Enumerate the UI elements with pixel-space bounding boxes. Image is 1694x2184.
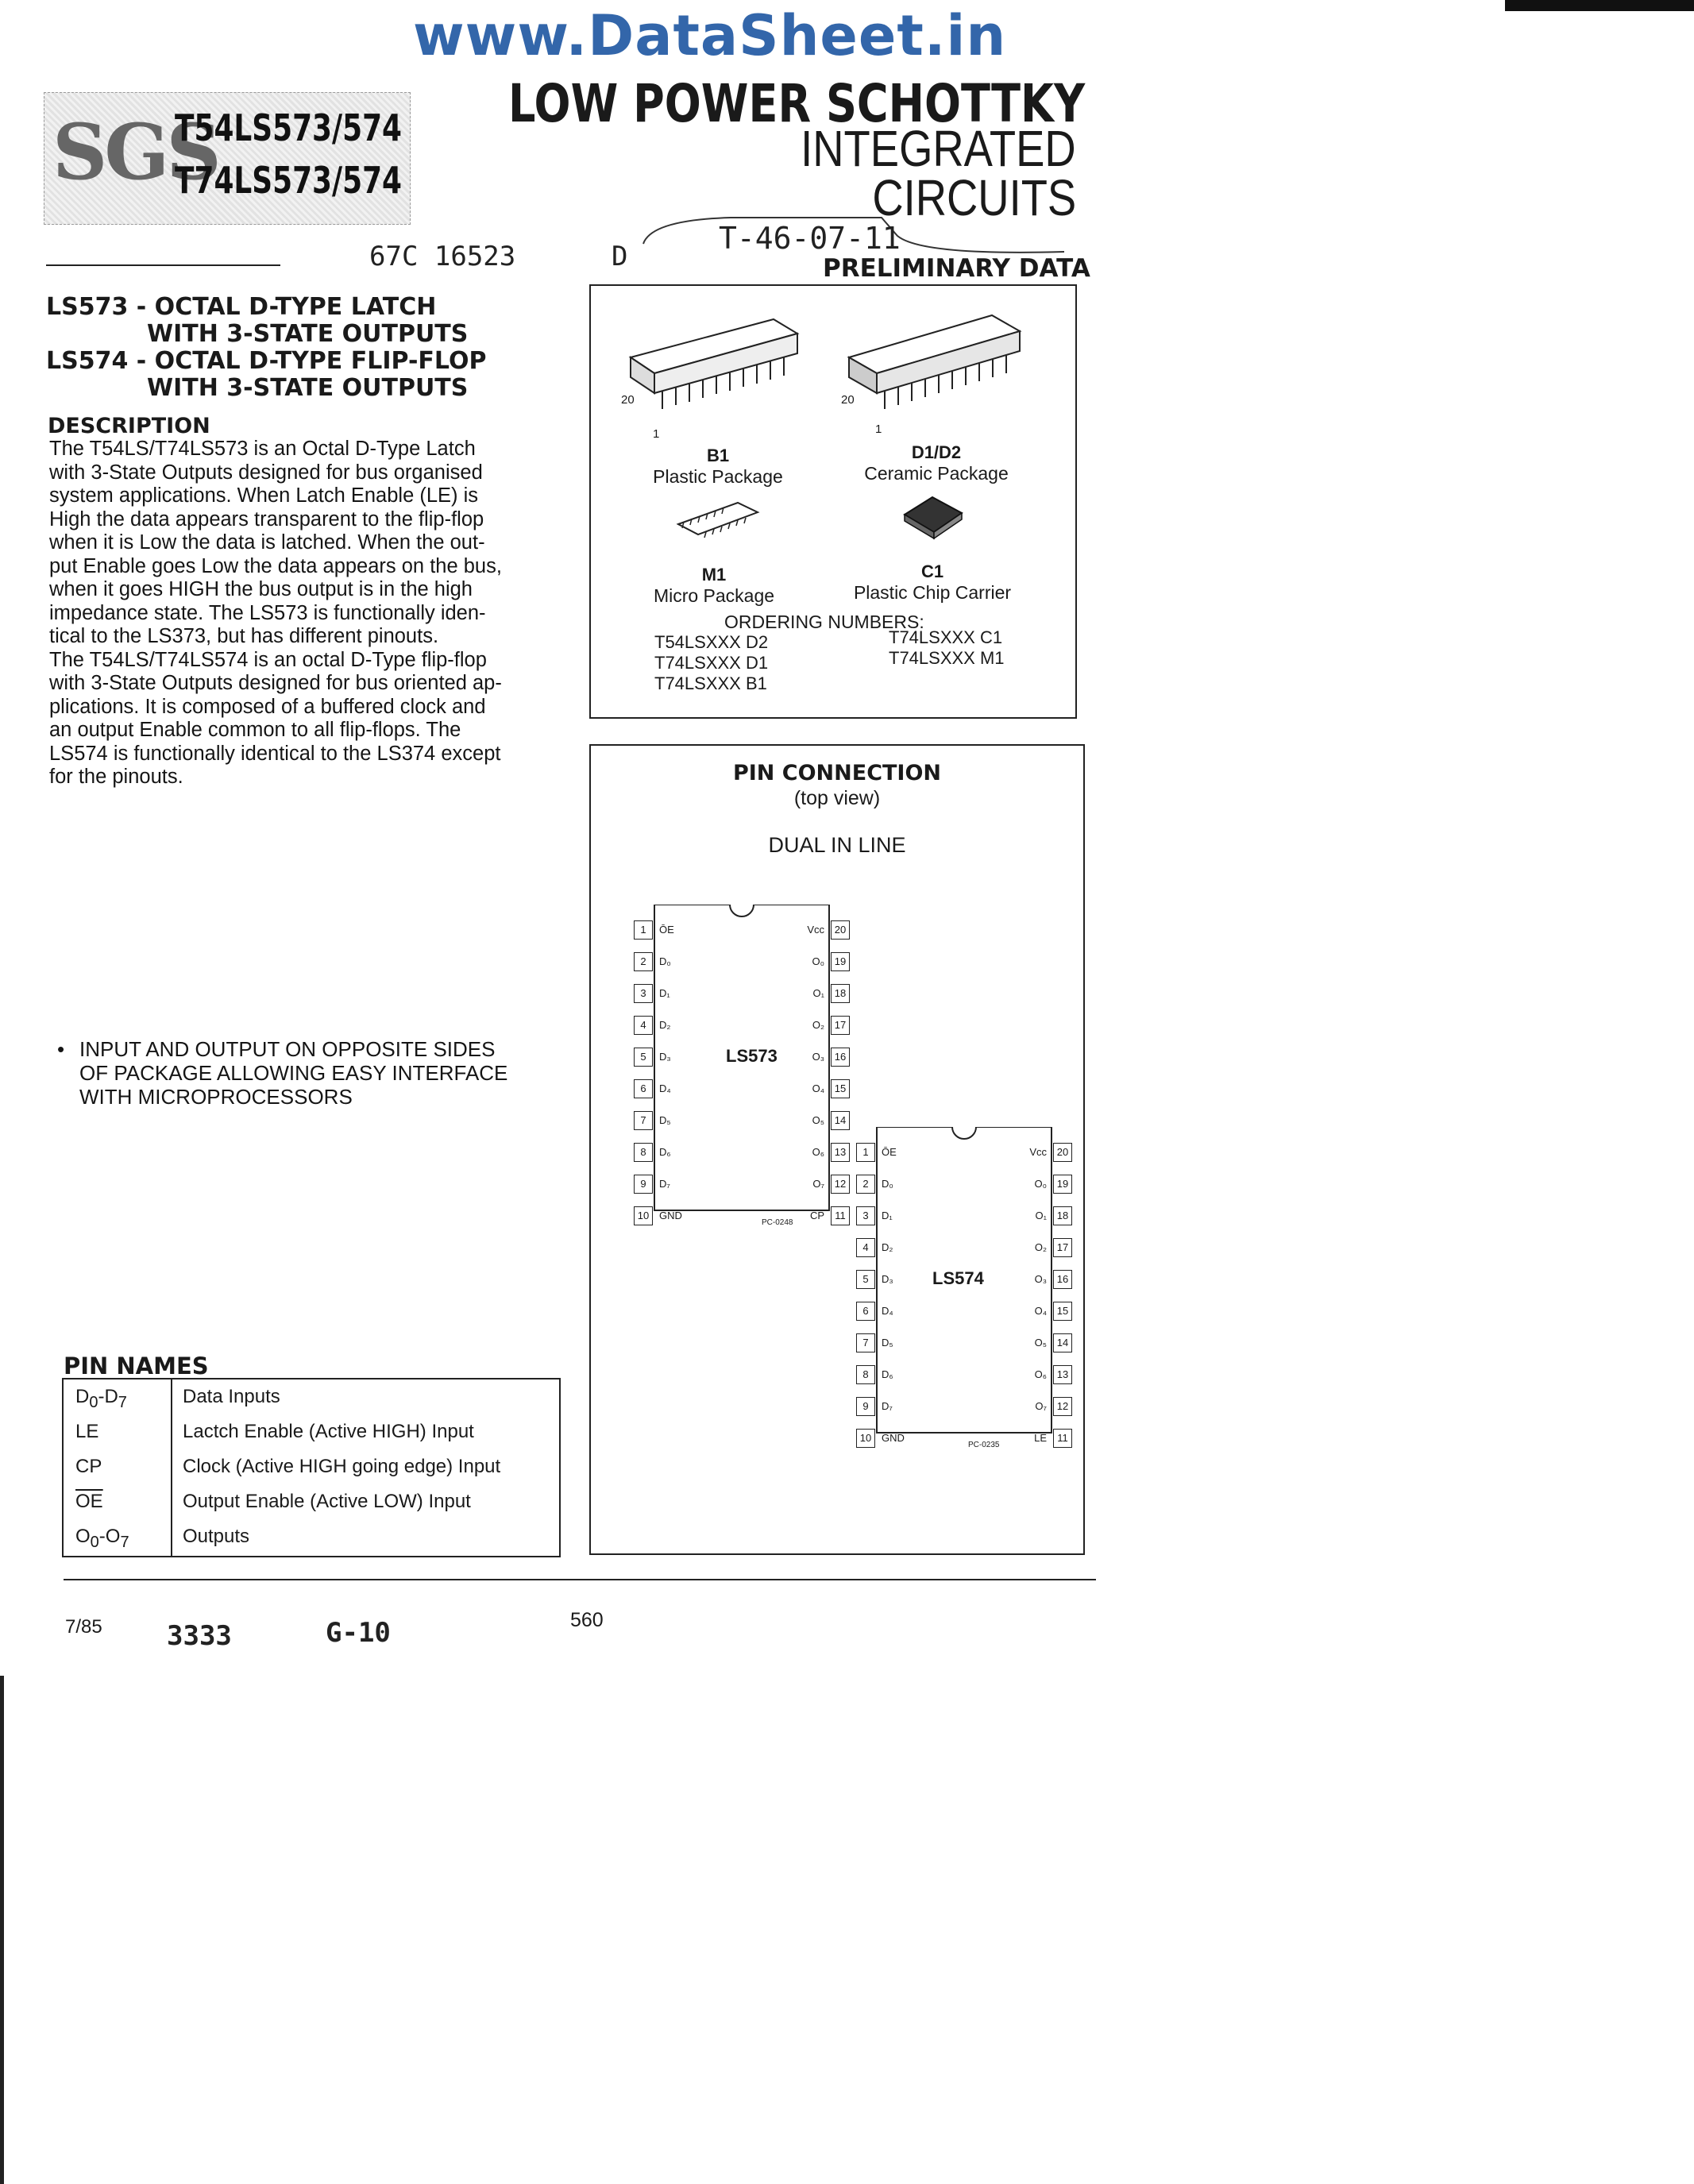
pin-number: 15 — [1053, 1302, 1072, 1321]
ls574-title: LS574 - OCTAL D-TYPE FLIP-FLOP — [46, 347, 487, 375]
footer-stamp-2: G-10 — [326, 1617, 391, 1649]
pin-signal: O₃ — [1034, 1273, 1047, 1285]
d-caption — [841, 442, 1032, 484]
handwritten-code: T-46-07-11 — [719, 221, 901, 256]
ordering-left — [654, 632, 768, 694]
ordering-number: T74LSXXX D1 — [654, 653, 769, 673]
b1-code: B1 — [706, 446, 730, 465]
feature-bullet: • — [57, 1037, 65, 1061]
pin-signal: D₇ — [659, 1178, 670, 1190]
ls573-title-2: WITH 3-STATE OUTPUTS — [147, 320, 469, 348]
d-pin20-label: 20 — [841, 393, 855, 407]
pin-signal: ŌE — [659, 924, 674, 936]
sgs-logo-mark: SGS — [52, 107, 218, 197]
pin-number: 15 — [831, 1079, 850, 1098]
pin-signal: Vcc — [1029, 1146, 1047, 1158]
part-number-t54: T54LS573/574 — [175, 106, 403, 149]
ls574-ref: PC-0235 — [968, 1441, 1000, 1449]
pin-number: 16 — [831, 1048, 850, 1067]
pin-number: 6 — [856, 1302, 875, 1321]
preliminary-data: PRELIMINARY DATA — [823, 254, 1090, 283]
pin-number: 7 — [856, 1333, 875, 1352]
pin-signal: O₇ — [812, 1178, 824, 1190]
d-pin1-label: 1 — [875, 423, 882, 436]
pin-signal: O₁ — [812, 987, 824, 999]
description-heading: DESCRIPTION — [48, 414, 210, 438]
ls573-title: LS573 - OCTAL D-TYPE LATCH — [46, 293, 437, 321]
b1-name: Plastic Package — [653, 466, 783, 487]
pin-signal: O₃ — [812, 1051, 824, 1063]
pin-number: 14 — [1053, 1333, 1072, 1352]
pin-symbol: LE — [75, 1421, 99, 1442]
pin-number: 14 — [831, 1111, 850, 1130]
c1-name: Plastic Chip Carrier — [853, 582, 1012, 603]
family-title: LOW POWER SCHOTTKY — [508, 73, 1086, 134]
scan-edge — [1505, 0, 1694, 11]
pin-number: 6 — [634, 1079, 653, 1098]
description-line: The T54LS/T74LS574 is an octal D-Type flip-flop — [49, 648, 487, 671]
pin-number: 11 — [831, 1206, 850, 1225]
pin-signal: D₅ — [659, 1114, 671, 1126]
description-line: The T54LS/T74LS573 is an Octal D-Type Latch — [49, 438, 476, 460]
pin-number: 13 — [1053, 1365, 1072, 1384]
pin-number: 10 — [634, 1206, 653, 1225]
description-line: tical to the LS373, but has different pinouts. — [49, 625, 439, 647]
pin-number: 5 — [634, 1048, 653, 1067]
pin-number: 18 — [1053, 1206, 1072, 1225]
pin-signal: D₃ — [659, 1051, 671, 1063]
c1-caption — [833, 561, 1032, 604]
pin-signal: O₁ — [1035, 1210, 1047, 1221]
description-text — [49, 438, 558, 789]
pin-symbol: $O_0-O_7$ — [75, 1526, 129, 1551]
pin-signal: D₀ — [659, 955, 671, 967]
pin-signal: O₂ — [812, 1019, 824, 1031]
b1-pin20-label: 20 — [621, 393, 635, 407]
pin-number: 13 — [831, 1143, 850, 1162]
subtitle-circuits: CIRCUITS — [872, 169, 1076, 226]
pin-number: 9 — [856, 1397, 875, 1416]
pin-number: 11 — [1053, 1429, 1072, 1448]
pin-description: Lactch Enable (Active HIGH) Input — [183, 1421, 474, 1442]
pin-number: 20 — [1053, 1143, 1072, 1162]
description-line: put Enable goes Low the data appears on the bus, — [49, 554, 502, 577]
pin-signal: D₂ — [659, 1019, 671, 1031]
pin-symbol: $D_0-D_7$ — [75, 1386, 127, 1411]
d-code: D1/D2 — [911, 442, 962, 462]
pin-number: 12 — [831, 1175, 850, 1194]
description-line: system applications. When Latch Enable (LE) is — [49, 484, 479, 507]
pin-number: 16 — [1053, 1270, 1072, 1289]
stamp-code: 67C 16523 — [369, 241, 516, 272]
pin-signal: D₅ — [882, 1337, 893, 1349]
ls573-ref: PC-0248 — [762, 1218, 793, 1227]
pin-signal: O₀ — [812, 955, 824, 967]
scan-edge-left — [0, 1676, 4, 2184]
pin-names-row — [64, 1449, 560, 1484]
pin-connection-box — [589, 744, 1085, 1555]
pin-names-row — [64, 1414, 560, 1449]
b1-package-drawing — [615, 310, 805, 429]
pin-signal: O₆ — [812, 1146, 824, 1158]
pin-signal: D₄ — [659, 1082, 671, 1094]
pin-number: 19 — [831, 952, 850, 971]
pin-names-heading: PIN NAMES — [64, 1352, 209, 1379]
ls573-label: LS573 — [726, 1046, 778, 1066]
pin-number: 7 — [634, 1111, 653, 1130]
pin-number: 9 — [634, 1175, 653, 1194]
pin-description: Output Enable (Active LOW) Input — [183, 1491, 471, 1512]
pin-number: 19 — [1053, 1175, 1072, 1194]
m1-caption — [635, 564, 793, 607]
pin-number: 17 — [1053, 1238, 1072, 1257]
description-line: impedance state. The LS573 is functionally iden- — [49, 601, 486, 624]
ls574-title-2: WITH 3-STATE OUTPUTS — [147, 374, 469, 402]
pin-connection-view: (top view) — [793, 787, 881, 809]
pin-symbol: CP — [75, 1456, 102, 1477]
pin-signal: D₄ — [882, 1305, 893, 1317]
pin-signal: O₄ — [812, 1082, 824, 1094]
pin-number: 18 — [831, 984, 850, 1003]
description-line: with 3-State Outputs designed for bus organised — [49, 461, 483, 484]
feature-line: INPUT AND OUTPUT ON OPPOSITE SIDES — [79, 1037, 496, 1061]
pin-signal: Vcc — [807, 924, 824, 936]
packages-box — [589, 284, 1077, 719]
ls574-dip-diagram — [853, 1127, 1099, 1449]
ordering-number: T74LSXXX C1 — [889, 627, 1003, 647]
description-line: LS574 is functionally identical to the LS374 except — [49, 742, 501, 765]
pin-signal: O₅ — [1034, 1337, 1047, 1349]
pin-signal: GND — [659, 1210, 682, 1221]
feature-line: WITH MICROPROCESSORS — [79, 1085, 353, 1109]
pin-names-row — [64, 1379, 560, 1414]
ls574-label: LS574 — [932, 1268, 984, 1288]
pin-names-row — [64, 1519, 560, 1554]
pin-description: Outputs — [183, 1526, 250, 1547]
page-number: 560 — [570, 1609, 604, 1631]
description-line: when it is Low the data is latched. When the out- — [49, 531, 485, 554]
pin-number: 4 — [856, 1238, 875, 1257]
pin-signal: O₀ — [1034, 1178, 1047, 1190]
pin-number: 2 — [634, 952, 653, 971]
pin-connection-heading: PIN CONNECTION — [732, 761, 942, 785]
pin-signal: O₆ — [1034, 1368, 1047, 1380]
b1-caption — [639, 445, 797, 488]
pin-description: Clock (Active HIGH going edge) Input — [183, 1456, 501, 1477]
pin-signal: CP — [809, 1210, 824, 1221]
c1-package-drawing — [897, 491, 968, 546]
pin-signal: D₆ — [882, 1368, 893, 1380]
pin-signal: D₀ — [882, 1178, 893, 1190]
pin-signal: D₃ — [882, 1273, 893, 1285]
ordering-number: T74LSXXX M1 — [889, 648, 1005, 668]
pin-signal: O₇ — [1035, 1400, 1047, 1412]
footer-date: 7/85 — [65, 1616, 102, 1638]
pin-number: 4 — [634, 1016, 653, 1035]
description-line: when it goes HIGH the bus output is in the high — [49, 578, 473, 600]
b1-pin1-label: 1 — [653, 427, 660, 441]
pin-signal: D₁ — [659, 987, 670, 999]
stamp-letter: D — [612, 241, 628, 272]
description-line: an output Enable common to all flip-flops. The — [49, 719, 461, 741]
footer-stamp: 3333 — [167, 1620, 232, 1652]
part-number-t74: T74LS573/574 — [175, 159, 403, 202]
description-line: High the data appears transparent to the flip-flop — [49, 507, 484, 531]
pin-number: 12 — [1053, 1397, 1072, 1416]
pin-number: 17 — [831, 1016, 850, 1035]
m1-package-drawing — [674, 496, 762, 544]
feature-text — [79, 1037, 507, 1109]
pin-names-table — [62, 1378, 561, 1557]
m1-name: Micro Package — [653, 585, 775, 606]
pin-signal: D₆ — [659, 1146, 671, 1158]
ordering-number: T74LSXXX B1 — [654, 673, 767, 693]
pin-symbol: $\overline{OE}$ — [75, 1491, 103, 1512]
pin-number: 10 — [856, 1429, 875, 1448]
pin-signal: GND — [882, 1432, 905, 1444]
pin-number: 8 — [634, 1143, 653, 1162]
pin-signal: O₅ — [812, 1114, 824, 1126]
description-line: for the pinouts. — [49, 766, 183, 788]
ls573-dip-diagram — [631, 905, 877, 1227]
description-line: with 3-State Outputs designed for bus oriented ap- — [49, 672, 502, 694]
description-line: plications. It is composed of a buffered clock and — [49, 695, 486, 718]
subtitle-integrated: INTEGRATED — [801, 120, 1076, 177]
pin-signal: D₁ — [882, 1210, 893, 1221]
d-package-drawing — [833, 306, 1032, 425]
pin-number: 8 — [856, 1365, 875, 1384]
watermark-url: www.DataSheet.in — [413, 3, 1007, 68]
pin-names-row — [64, 1484, 560, 1519]
ordering-number: T54LSXXX D2 — [654, 632, 769, 652]
pin-description: Data Inputs — [183, 1386, 280, 1407]
pin-number: 1 — [856, 1143, 875, 1162]
pin-number: 5 — [856, 1270, 875, 1289]
c1-code: C1 — [920, 561, 944, 581]
ordering-right — [889, 627, 1005, 669]
m1-code: M1 — [701, 565, 727, 585]
pin-signal: LE — [1034, 1432, 1047, 1444]
header-rule — [46, 264, 280, 266]
pin-number: 3 — [856, 1206, 875, 1225]
pin-number: 1 — [634, 920, 653, 940]
feature-line: OF PACKAGE ALLOWING EASY INTERFACE — [79, 1061, 508, 1085]
pin-signal: D₂ — [882, 1241, 893, 1253]
ordering-heading: ORDERING NUMBERS: — [724, 612, 924, 632]
pin-signal: O₂ — [1034, 1241, 1047, 1253]
pin-signal: O₄ — [1034, 1305, 1047, 1317]
pin-connection-type: DUAL IN LINE — [768, 833, 906, 857]
pin-signal: ŌE — [882, 1146, 897, 1158]
d-name: Ceramic Package — [864, 463, 1009, 484]
pin-number: 3 — [634, 984, 653, 1003]
footer-rule — [64, 1579, 1096, 1580]
pin-number: 20 — [831, 920, 850, 940]
pin-number: 2 — [856, 1175, 875, 1194]
pin-signal: D₇ — [882, 1400, 893, 1412]
